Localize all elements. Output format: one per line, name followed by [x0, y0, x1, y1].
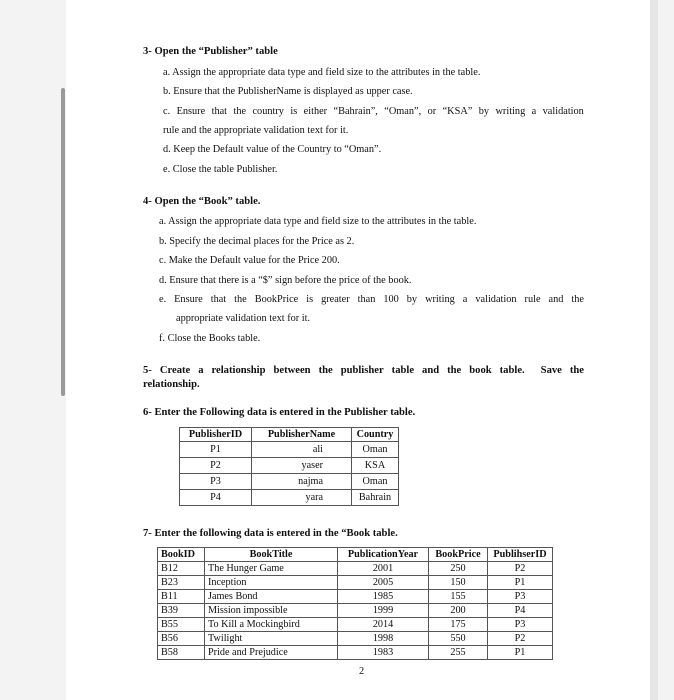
table-cell: The Hunger Game — [205, 562, 338, 576]
word: c. — [163, 106, 171, 117]
section-4-item-e-line1 — [159, 294, 584, 305]
table-cell: 1983 — [338, 646, 429, 660]
table-cell: 1999 — [338, 604, 429, 618]
section-4-item-c: c. Make the Default value for the Price 200. — [159, 255, 340, 266]
table-cell: P3 — [180, 474, 252, 490]
word: e. — [159, 294, 167, 305]
column-header: Country — [352, 428, 399, 442]
word: between — [273, 365, 311, 376]
table-cell: B12 — [158, 562, 205, 576]
section-5-line1 — [143, 365, 584, 376]
word: that — [210, 294, 227, 305]
page-edge — [650, 0, 658, 700]
section-5-line2: relationship. — [143, 379, 200, 390]
column-header: PublisherID — [180, 428, 252, 442]
table-cell: P4 — [488, 604, 553, 618]
word: by — [478, 106, 490, 117]
table-row — [158, 604, 553, 618]
table-cell: P1 — [488, 646, 553, 660]
word: table — [391, 365, 415, 376]
table-row — [180, 490, 399, 506]
word: the — [318, 365, 333, 376]
table-cell: yaser — [252, 458, 352, 474]
word: country — [252, 106, 284, 117]
word: a — [198, 365, 204, 376]
page-number: 2 — [359, 666, 365, 677]
table-cell: P1 — [180, 442, 252, 458]
section-3-item-c-line1 — [163, 106, 584, 117]
table-row — [180, 442, 399, 458]
section-3-heading: 3- Open the “Publisher” table — [143, 46, 278, 57]
table-cell: 175 — [429, 618, 488, 632]
word: writing — [495, 106, 526, 117]
word: the — [233, 106, 247, 117]
section-3-item-b: b. Ensure that the PublisherName is displayed as upper case. — [163, 86, 413, 97]
column-header: PublihserID — [488, 548, 553, 562]
table-cell: Inception — [205, 576, 338, 590]
word: the — [571, 294, 584, 305]
table-cell: B39 — [158, 604, 205, 618]
word: is — [306, 294, 314, 305]
table-cell: 155 — [429, 590, 488, 604]
table-cell: Mission impossible — [205, 604, 338, 618]
section-3-item-a: a. Assign the appropriate data type and field size to the attributes in the table. — [163, 67, 481, 78]
word: 5- — [143, 365, 152, 376]
word: rule — [524, 294, 541, 305]
word: publisher — [340, 365, 384, 376]
word: and — [422, 365, 440, 376]
table-row — [180, 474, 399, 490]
table-row — [158, 632, 553, 646]
table-row — [158, 590, 553, 604]
table-row — [158, 576, 553, 590]
table-cell: Twilight — [205, 632, 338, 646]
table-cell: 1998 — [338, 632, 429, 646]
word: validation — [475, 294, 517, 305]
table-cell: To Kill a Mockingbird — [205, 618, 338, 632]
word: Create — [159, 365, 191, 376]
table-cell: yara — [252, 490, 352, 506]
table-cell: James Bond — [205, 590, 338, 604]
table-row — [180, 458, 399, 474]
publisher-table — [179, 427, 399, 506]
word: than — [357, 294, 376, 305]
word: by — [406, 294, 418, 305]
word: 100 — [383, 294, 399, 305]
table-cell: najma — [252, 474, 352, 490]
table-cell: P3 — [488, 590, 553, 604]
table-cell: 1985 — [338, 590, 429, 604]
table-cell: 2014 — [338, 618, 429, 632]
table-cell: Bahrain — [352, 490, 399, 506]
word: Save — [540, 365, 562, 376]
table-row — [158, 562, 553, 576]
word: the — [447, 365, 462, 376]
word: validation — [542, 106, 584, 117]
table-cell: 550 — [429, 632, 488, 646]
word: “Oman”, — [384, 106, 422, 117]
word: a — [531, 106, 537, 117]
column-header: BookTitle — [205, 548, 338, 562]
word: writing — [425, 294, 455, 305]
section-3-item-d: d. Keep the Default value of the Country to “Oman”. — [163, 144, 382, 155]
section-4-heading: 4- Open the “Book” table. — [143, 196, 261, 207]
table-cell: B58 — [158, 646, 205, 660]
section-4-item-b: b. Specify the decimal places for the Price as 2. — [159, 236, 355, 247]
table-cell: P4 — [180, 490, 252, 506]
table-cell: P2 — [180, 458, 252, 474]
table-cell: 255 — [429, 646, 488, 660]
table-cell: KSA — [352, 458, 399, 474]
section-7-heading: 7- Enter the following data is entered in the “Book table. — [143, 528, 398, 539]
table-row — [158, 646, 553, 660]
word: BookPrice — [254, 294, 299, 305]
table-header-row — [158, 548, 553, 562]
table-cell: P2 — [488, 562, 553, 576]
table-cell: 150 — [429, 576, 488, 590]
word: “KSA” — [442, 106, 473, 117]
word: greater — [321, 294, 350, 305]
word: either — [303, 106, 328, 117]
word: or — [427, 106, 437, 117]
section-4-item-d: d. Ensure that there is a “$” sign before the price of the book. — [159, 275, 412, 286]
table-cell: B23 — [158, 576, 205, 590]
word: that — [211, 106, 228, 117]
scrollbar-thumb[interactable] — [61, 88, 65, 396]
word: table. — [499, 365, 525, 376]
word: relationship — [211, 365, 266, 376]
table-cell: 2005 — [338, 576, 429, 590]
table-cell: 200 — [429, 604, 488, 618]
word: book — [469, 365, 492, 376]
table-cell: 250 — [429, 562, 488, 576]
column-header: PublicationYear — [338, 548, 429, 562]
table-cell: P1 — [488, 576, 553, 590]
table-header-row — [180, 428, 399, 442]
table-cell: B56 — [158, 632, 205, 646]
section-4-item-e-line2: appropriate validation text for it. — [176, 313, 311, 324]
word: a — [462, 294, 468, 305]
table-cell: Pride and Prejudice — [205, 646, 338, 660]
table-cell: P3 — [488, 618, 553, 632]
word: and — [548, 294, 564, 305]
word: Ensure — [174, 294, 203, 305]
table-row — [158, 618, 553, 632]
table-cell: P2 — [488, 632, 553, 646]
table-cell: Oman — [352, 442, 399, 458]
word: Ensure — [176, 106, 206, 117]
word: the — [569, 365, 584, 376]
column-header: BookID — [158, 548, 205, 562]
column-header: PublisherName — [252, 428, 352, 442]
section-6-heading: 6- Enter the Following data is entered in the Publisher table. — [143, 407, 416, 418]
book-table — [157, 547, 553, 660]
word: “Bahrain”, — [333, 106, 378, 117]
section-3-item-c-line2: rule and the appropriate validation text for it. — [163, 125, 349, 136]
section-4-item-f: f. Close the Books table. — [159, 333, 261, 344]
table-cell: B11 — [158, 590, 205, 604]
section-4-item-a: a. Assign the appropriate data type and field size to the attributes in the table. — [159, 216, 477, 227]
table-cell: Oman — [352, 474, 399, 490]
column-header: BookPrice — [429, 548, 488, 562]
word: the — [234, 294, 247, 305]
table-cell: 2001 — [338, 562, 429, 576]
table-cell: B55 — [158, 618, 205, 632]
word: is — [290, 106, 298, 117]
table-cell: ali — [252, 442, 352, 458]
section-3-item-e: e. Close the table Publisher. — [163, 164, 278, 175]
